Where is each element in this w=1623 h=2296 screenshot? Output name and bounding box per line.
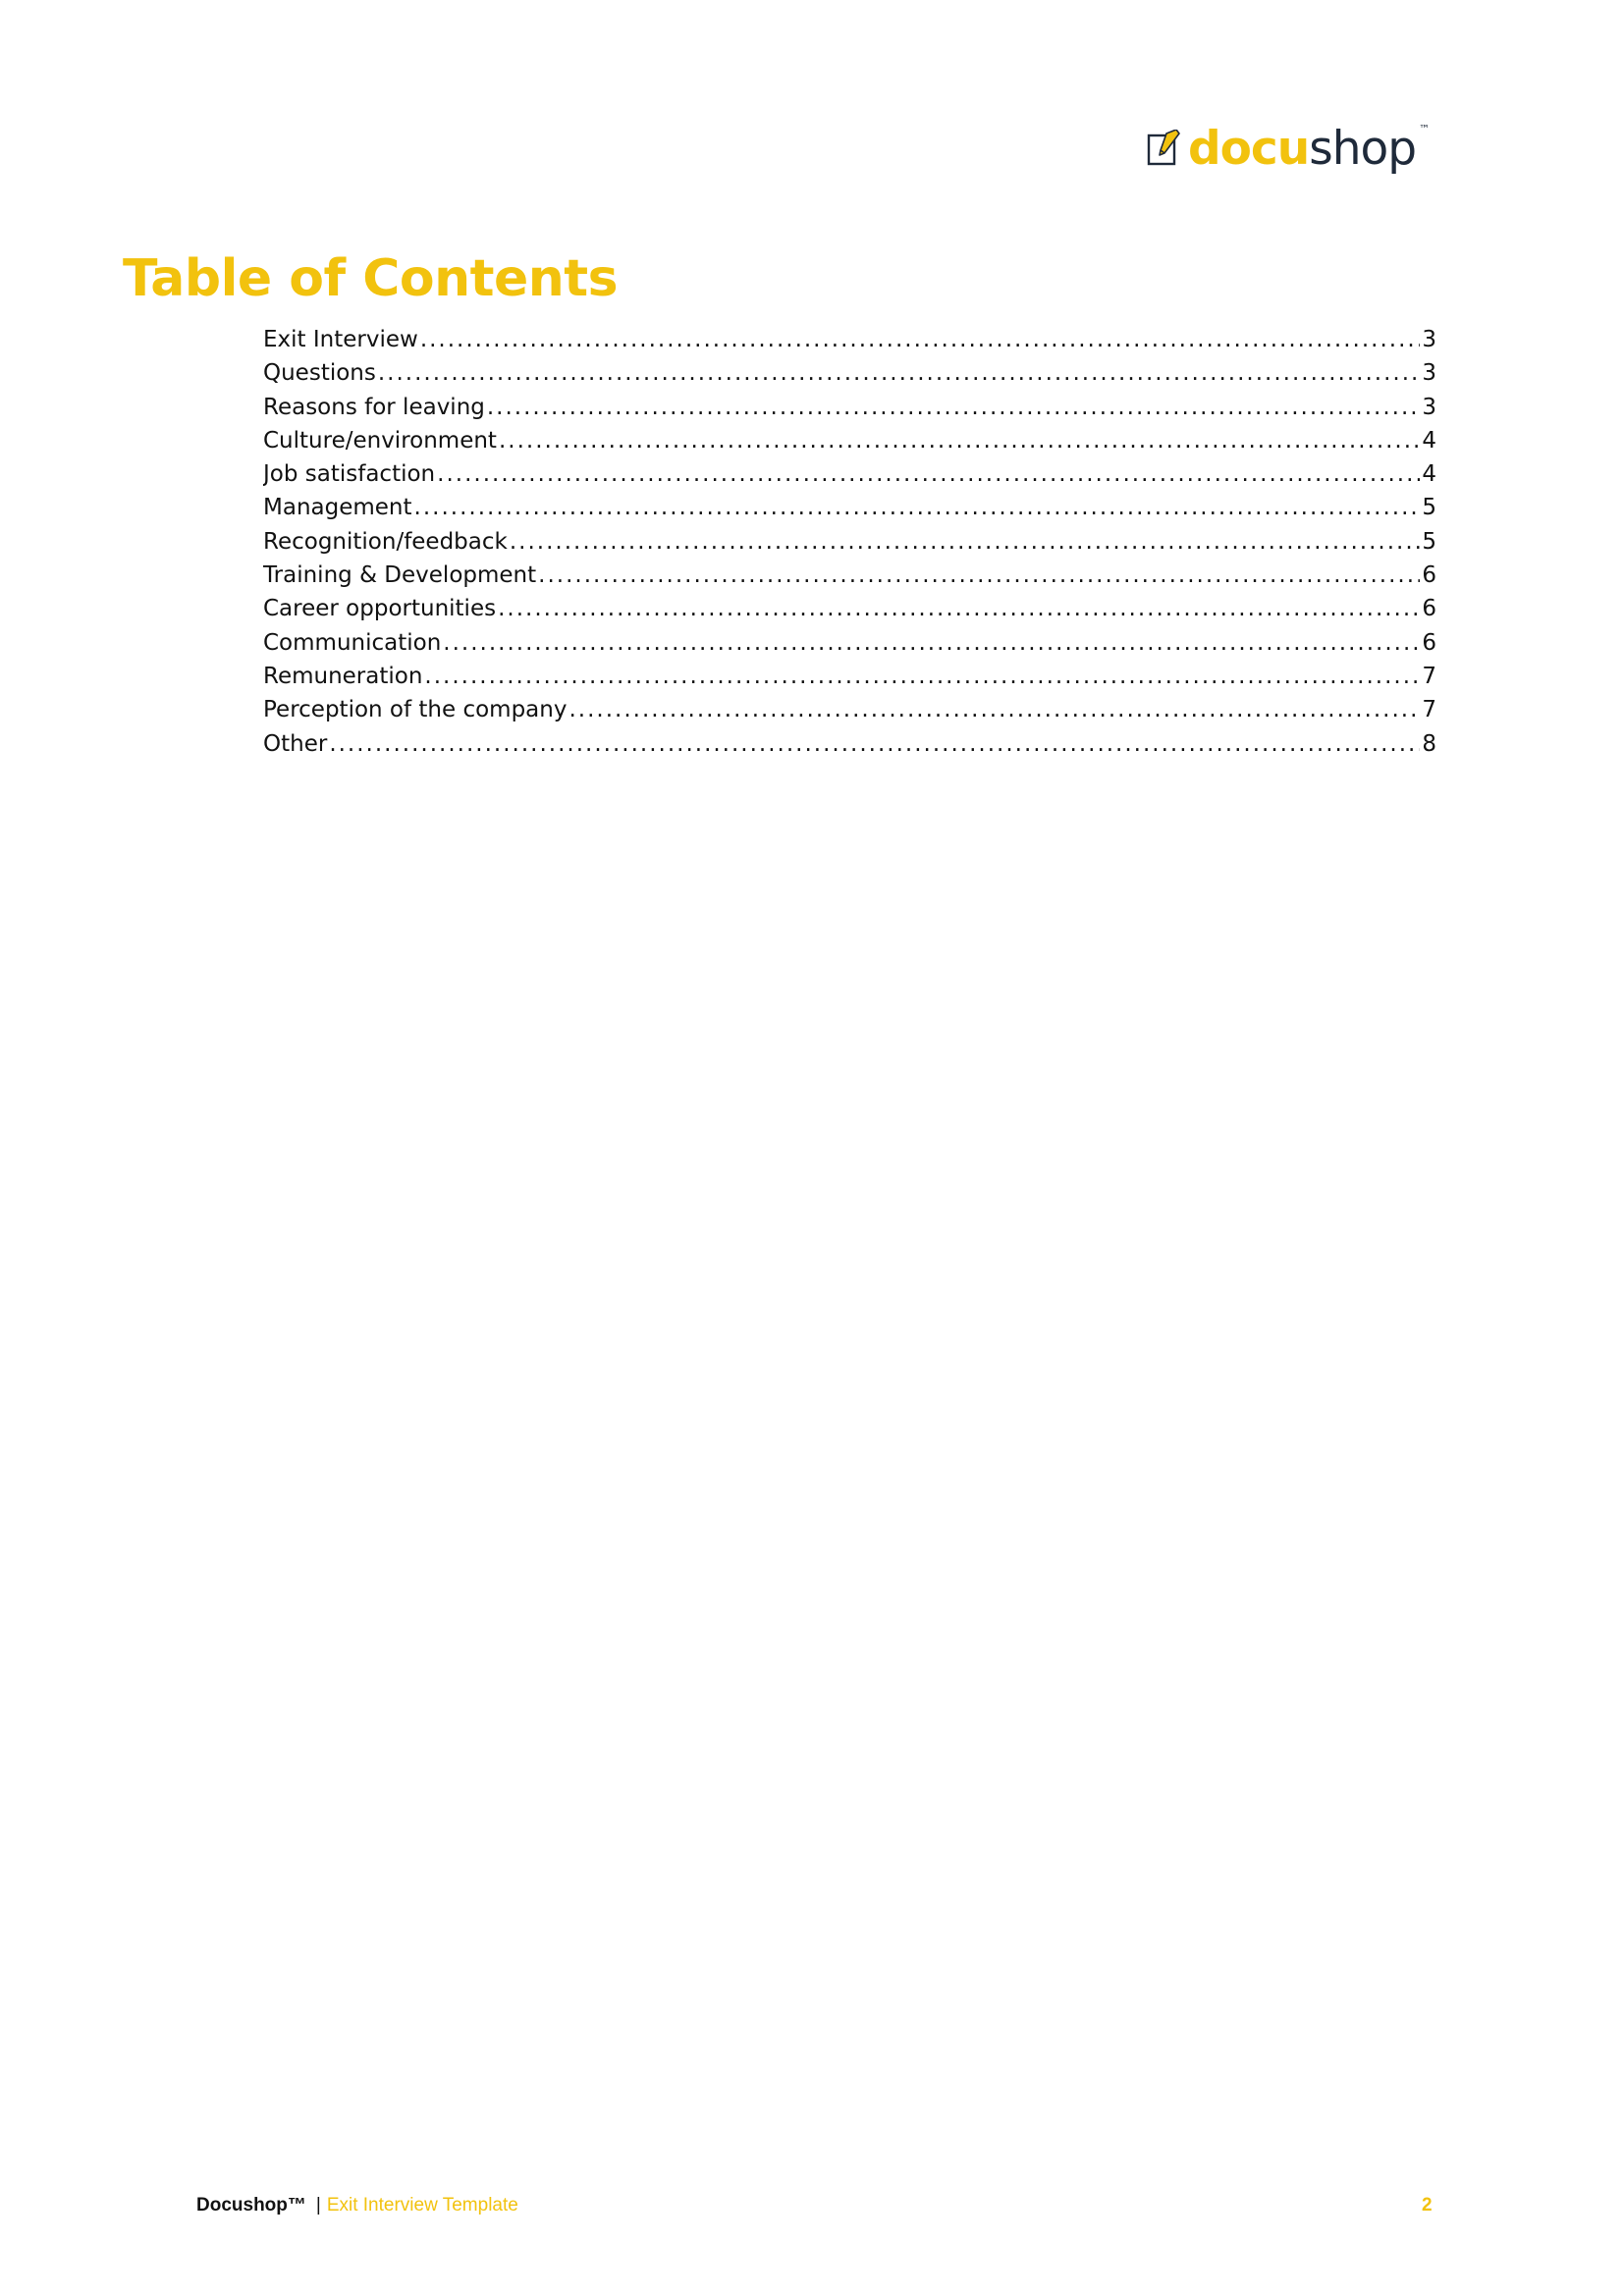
toc-entry-page: 6	[1422, 629, 1436, 656]
toc-entry-page: 4	[1422, 461, 1436, 488]
toc-entry-label: Reasons for leaving	[263, 394, 485, 420]
toc-dot-leader	[443, 630, 1420, 656]
footer-page-number: 2	[1422, 2195, 1433, 2216]
toc-entry-label: Culture/environment	[263, 427, 497, 454]
toc-entry-training-development[interactable]	[263, 562, 1436, 596]
toc-dot-leader	[538, 562, 1420, 588]
toc-dot-leader	[420, 327, 1421, 352]
toc-entry-label: Job satisfaction	[263, 461, 436, 488]
toc-dot-leader	[568, 697, 1420, 722]
toc-entry-perception-of-the-company[interactable]	[263, 697, 1436, 730]
toc-entry-label: Management	[263, 495, 412, 521]
toc-entry-communication[interactable]	[263, 630, 1436, 664]
toc-entry-culture-environment[interactable]	[263, 428, 1436, 461]
toc-entry-page: 5	[1422, 528, 1436, 555]
logo-wordmark	[1188, 121, 1431, 176]
toc-entry-questions[interactable]	[263, 360, 1436, 394]
table-of-contents	[263, 327, 1436, 765]
toc-dot-leader	[487, 395, 1420, 420]
toc-entry-page: 5	[1422, 495, 1436, 521]
toc-entry-career-opportunities[interactable]	[263, 596, 1436, 629]
toc-dot-leader	[499, 428, 1420, 454]
toc-entry-label: Exit Interview	[263, 327, 418, 352]
toc-dot-leader	[424, 664, 1420, 689]
toc-entry-label: Perception of the company	[263, 697, 568, 723]
toc-dot-leader	[510, 529, 1421, 555]
toc-entry-job-satisfaction[interactable]	[263, 461, 1436, 495]
toc-entry-label: Training & Development	[263, 562, 537, 589]
toc-entry-page: 3	[1422, 394, 1436, 420]
toc-entry-label: Communication	[263, 629, 442, 656]
logo-text-docu: docu	[1188, 121, 1310, 176]
toc-entry-page: 6	[1422, 596, 1436, 622]
toc-entry-page: 3	[1422, 327, 1436, 352]
footer-brand: Docushop™	[196, 2195, 306, 2216]
toc-entry-page: 3	[1422, 360, 1436, 387]
toc-dot-leader	[378, 360, 1421, 386]
toc-entry-label: Other	[263, 730, 328, 757]
toc-entry-recognition-feedback[interactable]	[263, 529, 1436, 562]
pencil-document-icon	[1147, 130, 1180, 167]
logo-text-shop: shop	[1309, 121, 1417, 176]
toc-dot-leader	[437, 461, 1420, 487]
toc-dot-leader	[498, 596, 1420, 621]
logo-trademark: ™	[1419, 122, 1431, 135]
toc-entry-reasons-for-leaving[interactable]	[263, 395, 1436, 428]
toc-entry-label: Career opportunities	[263, 596, 497, 622]
toc-dot-leader	[329, 731, 1420, 757]
toc-entry-label: Recognition/feedback	[263, 528, 508, 555]
toc-entry-page: 4	[1422, 427, 1436, 454]
footer-separator: |	[315, 2195, 321, 2216]
toc-entry-remuneration[interactable]	[263, 664, 1436, 697]
toc-entry-other[interactable]	[263, 731, 1436, 765]
docushop-logo	[1147, 116, 1431, 181]
toc-entry-management[interactable]	[263, 495, 1436, 528]
footer-document-name: Exit Interview Template	[326, 2195, 518, 2216]
page-footer	[196, 2195, 518, 2216]
toc-entry-page: 7	[1422, 697, 1436, 723]
toc-dot-leader	[414, 495, 1421, 520]
toc-entry-label: Questions	[263, 360, 376, 387]
toc-entry-exit-interview[interactable]	[263, 327, 1436, 360]
toc-entry-page: 8	[1422, 730, 1436, 757]
toc-entry-label: Remuneration	[263, 663, 423, 689]
toc-entry-page: 6	[1422, 562, 1436, 589]
toc-entry-page: 7	[1422, 663, 1436, 689]
page-title: Table of Contents	[123, 249, 619, 308]
